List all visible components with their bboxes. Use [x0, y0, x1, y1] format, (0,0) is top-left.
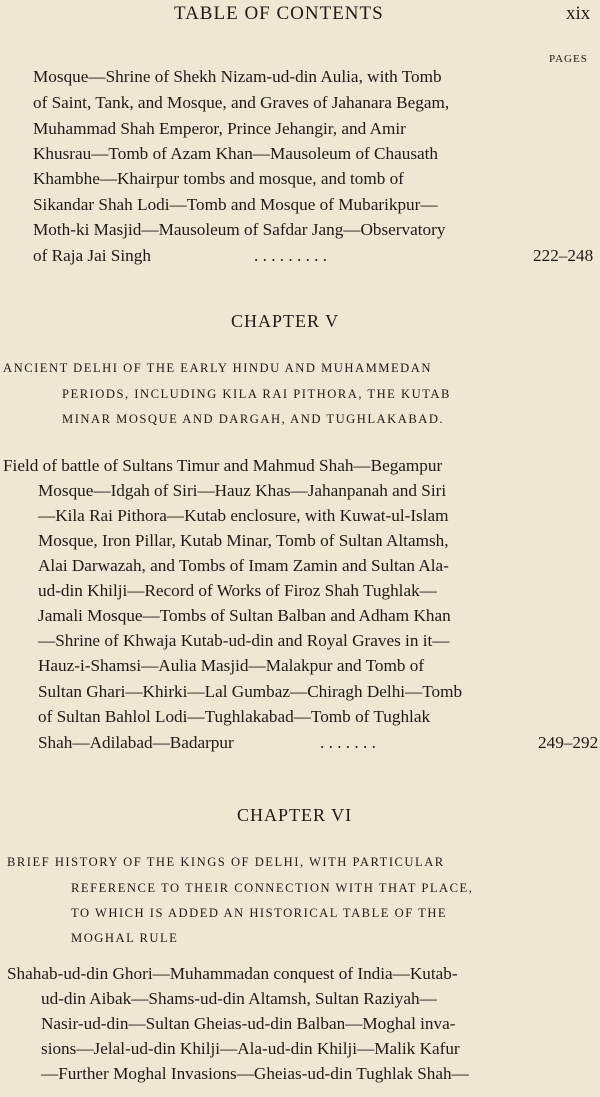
entry-line: Jamali Mosque—Tombs of Sultan Balban and Adham Khan: [38, 606, 451, 625]
entry-line: Sultan Ghari—Khirki—Lal Gumbaz—Chiragh Delhi—Tomb: [38, 682, 463, 701]
chapter-subtitle-line: ANCIENT DELHI OF THE EARLY HINDU AND MUHAMMEDAN: [3, 361, 432, 375]
page-number: xix: [566, 3, 591, 24]
entry-line: Shah—Adilabad—Badarpur: [38, 733, 234, 752]
entry-line: ud-din Aibak—Shams-ud-din Altamsh, Sultan Raziyah—: [41, 989, 437, 1008]
entry-line: Mosque, Iron Pillar, Kutab Minar, Tomb of Sultan Altamsh,: [38, 531, 449, 550]
entry-line: Khambhe—Khairpur tombs and mosque, and tomb of: [33, 169, 404, 188]
entry-line: Nasir-ud-din—Sultan Gheias-ud-din Balban—Moghal inva-: [41, 1014, 456, 1033]
entry-line: Muhammad Shah Emperor, Prince Jehangir, and Amir: [33, 119, 406, 138]
entry-line: Field of battle of Sultans Timur and Mahmud Shah—Begampur: [3, 456, 443, 475]
entry-line: Alai Darwazah, and Tombs of Imam Zamin and Sultan Ala-: [38, 556, 449, 575]
entry-line: —Further Moghal Invasions—Gheias-ud-din Tughlak Shah—: [41, 1064, 469, 1083]
chapter-subtitle-line: REFERENCE TO THEIR CONNECTION WITH THAT PLACE,: [71, 881, 474, 895]
entry-line: of Raja Jai Singh: [33, 246, 151, 265]
entry-line: ud-din Khilji—Record of Works of Firoz Shah Tughlak—: [38, 581, 437, 600]
page-range: 249–292: [538, 733, 599, 752]
chapter-subtitle-line: MINAR MOSQUE AND DARGAH, AND TUGHLAKABAD.: [62, 412, 445, 426]
entry-line: Hauz-i-Shamsi—Aulia Masjid—Malakpur and Tomb of: [38, 656, 425, 675]
entry-line: of Saint, Tank, and Mosque, and Graves of Jahanara Begam,: [33, 93, 450, 112]
dot-leader: . . . . . . .: [320, 733, 376, 752]
chapter-heading: CHAPTER V: [231, 311, 340, 331]
entry-line: Moth-ki Masjid—Mausoleum of Safdar Jang—Observatory: [33, 220, 446, 239]
entry-line: Mosque—Shrine of Shekh Nizam-ud-din Aulia, with Tomb: [33, 67, 442, 86]
chapter-subtitle-line: TO WHICH IS ADDED AN HISTORICAL TABLE OF THE: [71, 906, 448, 920]
entry-line: of Sultan Bahlol Lodi—Tughlakabad—Tomb of Tughlak: [38, 707, 431, 726]
chapter-subtitle-line: BRIEF HISTORY OF THE KINGS OF DELHI, WITH PARTICULAR: [7, 855, 445, 869]
chapter-subtitle-line: MOGHAL RULE: [71, 931, 179, 945]
entry-line: Mosque—Idgah of Siri—Hauz Khas—Jahanpanah and Siri: [38, 481, 447, 500]
entry-line: Shahab-ud-din Ghori—Muhammadan conquest of India—Kutab-: [7, 964, 458, 983]
entry-line: —Shrine of Khwaja Kutab-ud-din and Royal Graves in it—: [38, 631, 450, 650]
entry-line: Khusrau—Tomb of Azam Khan—Mausoleum of Chausath: [33, 144, 439, 163]
running-title: TABLE OF CONTENTS: [174, 3, 384, 24]
entry-line: —Kila Rai Pithora—Kutab enclosure, with Kuwat-ul-Islam: [38, 506, 449, 525]
chapter-heading: CHAPTER VI: [237, 805, 353, 825]
page-range: 222–248: [533, 246, 594, 265]
dot-leader: . . . . . . . . .: [254, 246, 328, 265]
chapter-subtitle-line: PERIODS, INCLUDING KILA RAI PITHORA, THE KUTAB: [62, 387, 451, 401]
entry-line: Sikandar Shah Lodi—Tomb and Mosque of Mubarikpur—: [33, 195, 438, 214]
pages-column-label: PAGES: [549, 53, 588, 65]
entry-line: sions—Jelal-ud-din Khilji—Ala-ud-din Khilji—Malik Kafur: [41, 1039, 460, 1058]
